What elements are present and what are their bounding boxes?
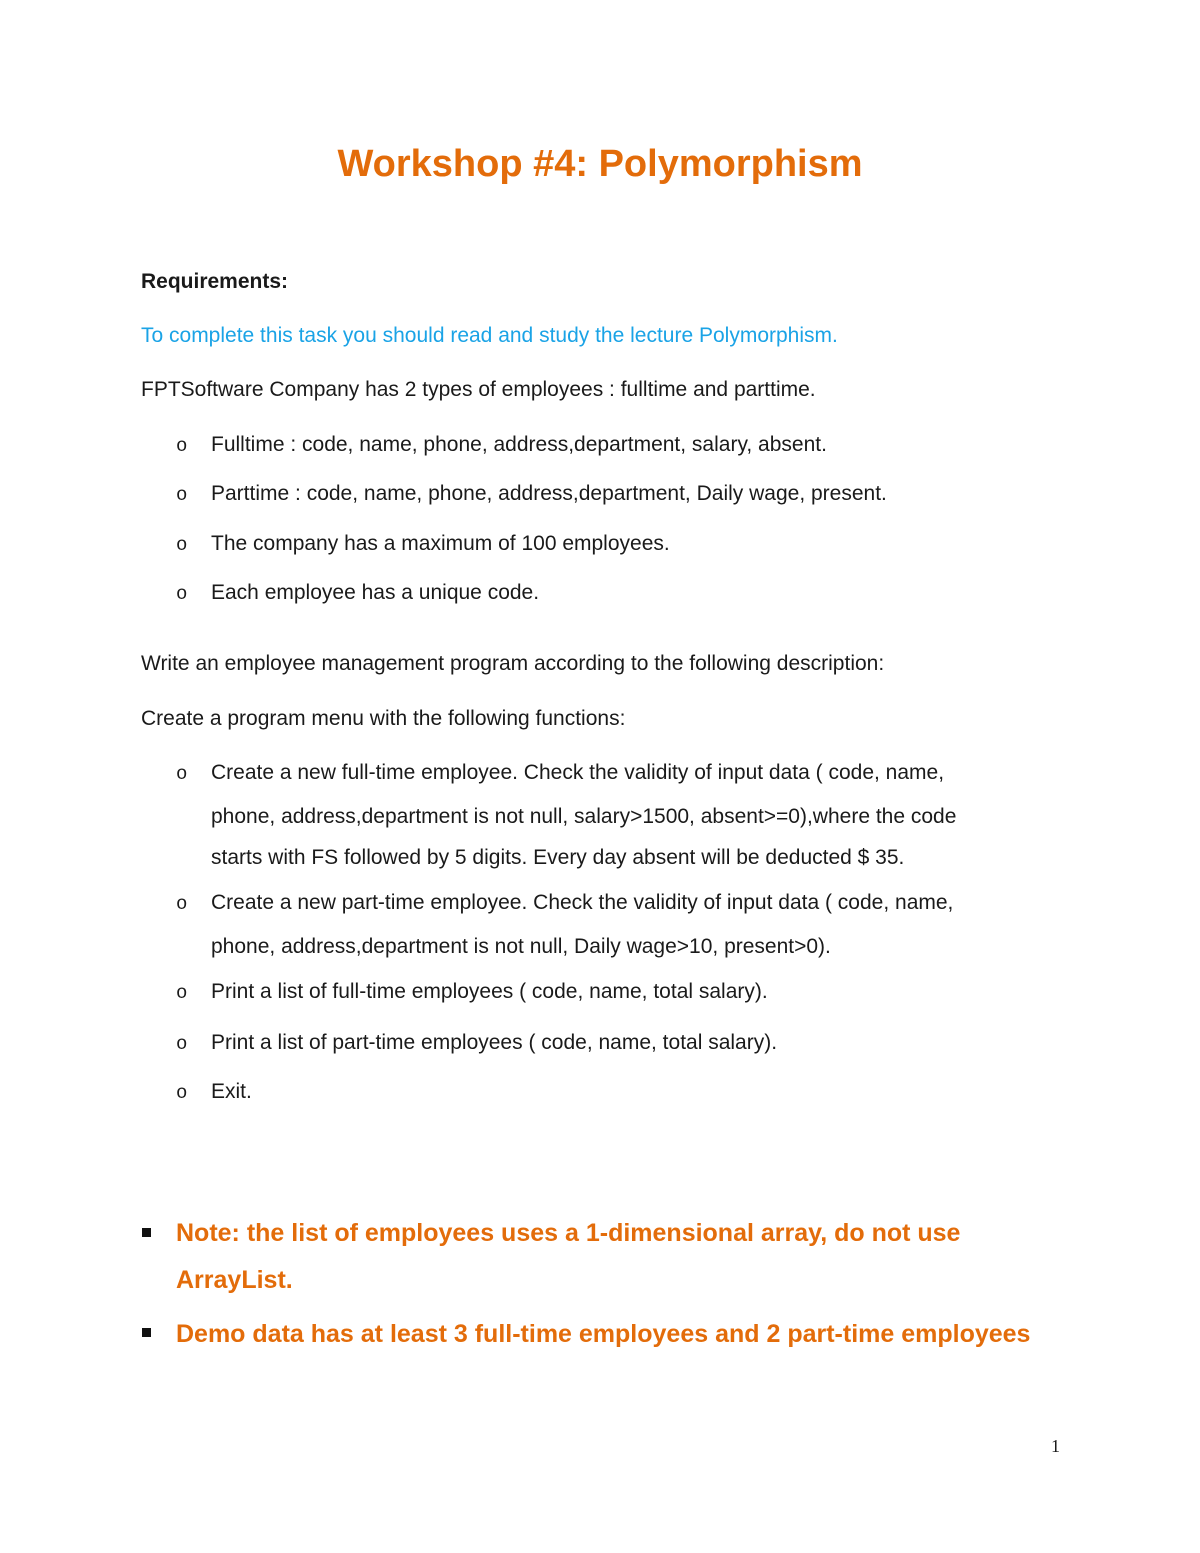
menu-description: Create a program menu with the following functions: bbox=[141, 707, 626, 730]
list-item: Fulltime : code, name, phone, address,department, salary, absent. bbox=[211, 433, 827, 456]
list-item: Print a list of full-time employees ( code, name, total salary). bbox=[211, 980, 768, 1003]
note-item: Demo data has at least 3 full-time employees and 2 part-time employees bbox=[176, 1320, 1031, 1348]
document-title: Workshop #4: Polymorphism bbox=[337, 143, 863, 185]
note-item: Note: the list of employees uses a 1-dimensional array, do not use bbox=[176, 1219, 961, 1247]
list-item: The company has a maximum of 100 employees. bbox=[211, 532, 670, 555]
list-bullet: o bbox=[176, 1033, 188, 1055]
list-item: Exit. bbox=[211, 1080, 252, 1103]
list-item: Create a new full-time employee. Check the validity of input data ( code, name, bbox=[211, 761, 945, 784]
list-bullet: o bbox=[176, 893, 188, 915]
list-item-continuation: phone, address,department is not null, Daily wage>10, present>0). bbox=[211, 935, 831, 958]
list-bullet: o bbox=[176, 763, 188, 785]
list-item: Print a list of part-time employees ( code, name, total salary). bbox=[211, 1031, 778, 1054]
note-item-continuation: ArrayList. bbox=[176, 1266, 293, 1294]
list-bullet: o bbox=[176, 435, 188, 457]
square-bullet-icon bbox=[142, 1328, 151, 1337]
company-description: FPTSoftware Company has 2 types of employees : fulltime and parttime. bbox=[141, 378, 816, 401]
list-bullet: o bbox=[176, 1082, 188, 1104]
intro-note: To complete this task you should read and study the lecture Polymorphism. bbox=[141, 324, 838, 347]
task-description: Write an employee management program according to the following description: bbox=[141, 652, 885, 675]
list-item-continuation: starts with FS followed by 5 digits. Every day absent will be deducted $ 35. bbox=[211, 846, 905, 869]
list-item: Parttime : code, name, phone, address,department, Daily wage, present. bbox=[211, 482, 887, 505]
list-bullet: o bbox=[176, 583, 188, 605]
list-item-continuation: phone, address,department is not null, salary>1500, absent>=0),where the code bbox=[211, 805, 957, 828]
page-number: 1 bbox=[1051, 1436, 1060, 1456]
list-bullet: o bbox=[176, 534, 188, 556]
list-bullet: o bbox=[176, 484, 188, 506]
square-bullet-icon bbox=[142, 1228, 151, 1237]
list-bullet: o bbox=[176, 982, 188, 1004]
list-item: Each employee has a unique code. bbox=[211, 581, 540, 604]
list-item: Create a new part-time employee. Check the validity of input data ( code, name, bbox=[211, 891, 954, 914]
requirements-heading: Requirements: bbox=[141, 270, 289, 293]
